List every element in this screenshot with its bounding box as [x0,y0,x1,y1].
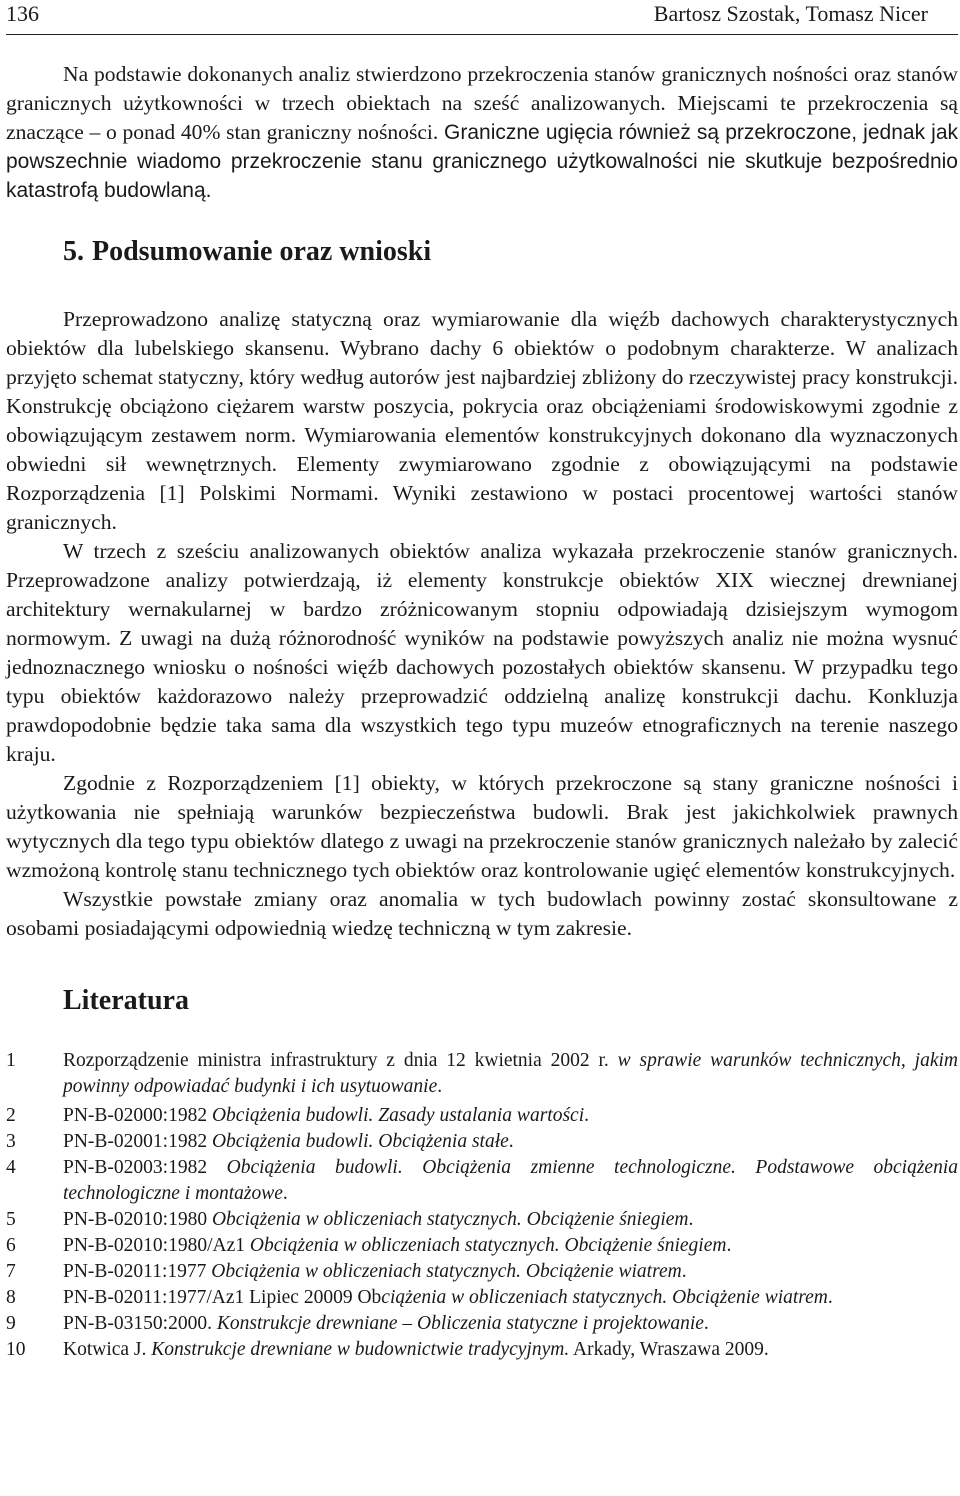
reference-title: w sprawie warunków technicznych, jakim powinny odpowiadać budynki i ich usytuowanie [63,1050,958,1097]
reference-source: Kotwica J. [63,1339,147,1360]
reference-title: Konstrukcje drewniane – Obliczenia statyczne i projektowanie [216,1313,704,1334]
section-number: 5. [63,236,84,267]
page-number: 136 [6,1,39,26]
intro-paragraph-continuation: Graniczne ugięcia również są przekroczone, jednak jak powszechnie wiadomo przekroczenie stanu granicznego użytkowalności nie skutkuje bezpośrednio katastrofą budowlaną. [6,121,959,202]
literature-heading: Literatura [63,985,189,1016]
reference-tail: . [437,1076,443,1097]
reference-source: PN-B-02000:1982 [63,1105,208,1126]
reference-number: 5 [6,1209,16,1230]
intro-paragraph-lead: Na podstawie dokonanych analiz stwierdzono przekroczenia stanów granicznych nośności oraz stanów granicznych użytkowności w trzech obiektach na sześć analizowanych. Miejscami te przekroczenia są znaczące – o ponad 40% stan graniczny nośności. [6,62,958,144]
reference-number: 2 [6,1105,16,1126]
reference-title: Obciążenia budowli. Obciążenia stałe [211,1131,509,1152]
reference-title: Konstrukcje drewniane w budownictwie tradycyjnym. [151,1339,570,1360]
reference-tail: . [584,1105,589,1126]
reference-item [6,1103,958,1129]
reference-item [6,1259,958,1285]
body-text [6,60,958,943]
reference-number: 9 [6,1313,16,1334]
page-header [6,0,958,35]
running-head-authors: Bartosz Szostak, Tomasz Nicer [653,1,928,26]
reference-number: 3 [6,1131,16,1152]
reference-number: 8 [6,1287,16,1308]
reference-source: PN-B-02001:1982 [63,1131,208,1152]
reference-title: Obciążenia w obliczeniach statycznych. Obciążenie śniegiem [211,1209,689,1230]
reference-tail: . [703,1313,709,1334]
reference-number: 4 [6,1157,16,1178]
conclusion-paragraph-4: Wszystkie powstałe zmiany oraz anomalia w tych budowlach powinny zostać skonsultowane z osobami posiadającymi odpowiednią wiedzę techniczną w tym zakresie. [6,887,958,940]
reference-source: Rozporządzenie ministra infrastruktury z dnia 12 kwietnia 2002 r. [63,1050,609,1071]
reference-item [6,1285,958,1311]
reference-item [6,1129,958,1155]
conclusion-paragraph-1: Przeprowadzono analizę statyczną oraz wymiarowanie dla więźb dachowych charakterystycznych obiektów dla lubelskiego skansenu. Wybrano dachy 6 obiektów o podobnym charakterze. W analizach przyjęto schemat statyczny, który według autorów jest najbardziej zbliżony do rzeczywistej pracy konstrukcji. Konstrukcję obciążono ciężarem warstw poszycia, pokrycia oraz obciążeniami środowiskowymi zgodnie z obowiązującym zestawem norm. Wymiarowania elementów konstrukcyjnych dokonano dla wyznaczonych obwiedni sił wewnętrznych. Elementy zwymiarowano zgodnie z obowiązującymi na podstawie Rozporządzenia [1] Polskimi Normami. Wyniki zestawiono w postaci procentowej wartości stanów granicznych. [6,307,959,534]
reference-number: 6 [6,1235,16,1256]
reference-title: Obciążenia budowli. Obciążenia zmienne technologiczne. Podstawowe obciążenia technologiczne i montażowe [63,1157,959,1204]
reference-tail: . [282,1183,288,1204]
reference-tail: . [681,1261,687,1282]
conclusion-paragraph-2: W trzech z sześciu analizowanych obiektów analiza wykazała przekroczenie stanów granicznych. Przeprowadzone analizy potwierdzają, iż elementy konstrukcje obiektów XIX wiecznej drewnianej architektury wernakularnej w bardzo zróżnicowanym stopniu odpowiadają dzisiejszym wymogom normowym. Z uwagi na dużą różnorodność wyników na podstawie powyższych analiz nie można wysnuć jednoznacznego wniosku o nośności więźb dachowych pozostałych obiektów skansenu. W przypadku tego typu obiektów każdorazowo należy przeprowadzić oddzielną analizę konstrukcji dachu. Konkluzja prawdopodobnie będzie taka sama dla wszystkich tego typu muzeów etnograficznych na terenie naszego kraju. [6,539,958,766]
section-heading [63,236,958,268]
reference-tail: . [688,1209,694,1230]
section-title: Podsumowanie oraz wnioski [92,236,432,267]
reference-number: 7 [6,1261,16,1282]
reference-title: Obciążenia budowli. Zasady ustalania wartości [211,1105,585,1126]
reference-item [6,1233,958,1259]
document-page [6,0,958,1363]
reference-title: ciążenia w obliczeniach statycznych. Obciążenie wiatrem [381,1287,828,1308]
reference-source: PN-B-02010:1980/Az1 [63,1235,245,1256]
reference-number: 10 [6,1339,26,1360]
conclusion-paragraph-3: Zgodnie z Rozporządzeniem [1] obiekty, w których przekroczone są stany graniczne nośności i użytkowania nie spełniają warunków bezpieczeństwa budowli. Brak jest jakichkolwiek prawnych wytycznych dla tego typu obiektów dlatego z uwagi na przekroczenie stanów granicznych należało by zalecić wzmożoną kontrolę stanu technicznego tych obiektów oraz kontrolowanie ugięć elementów konstrukcyjnych. [6,771,958,882]
intro-paragraph [6,60,958,205]
reference-tail: . [726,1235,732,1256]
reference-source: PN-B-02011:1977 [63,1261,207,1282]
reference-source: PN-B-02010:1980 [63,1209,208,1230]
reference-source: PN-B-03150:2000. [63,1313,212,1334]
reference-tail: . [508,1131,514,1152]
reference-item [6,1048,958,1100]
reference-source: PN-B-02003:1982 [63,1157,208,1178]
reference-tail: . [827,1287,833,1308]
reference-title: Obciążenia w obliczeniach statycznych. Obciążenie wiatrem [211,1261,682,1282]
reference-list [6,1048,958,1363]
reference-title: Obciążenia w obliczeniach statycznych. Obciążenie śniegiem [249,1235,727,1256]
reference-item [6,1337,958,1363]
reference-number: 1 [6,1050,16,1071]
reference-item [6,1311,958,1337]
reference-item [6,1155,958,1207]
reference-tail: Arkady, Wraszawa 2009. [573,1339,769,1360]
reference-item [6,1207,958,1233]
reference-source: PN-B-02011:1977/Az1 Lipiec 20009 Ob [63,1287,382,1308]
